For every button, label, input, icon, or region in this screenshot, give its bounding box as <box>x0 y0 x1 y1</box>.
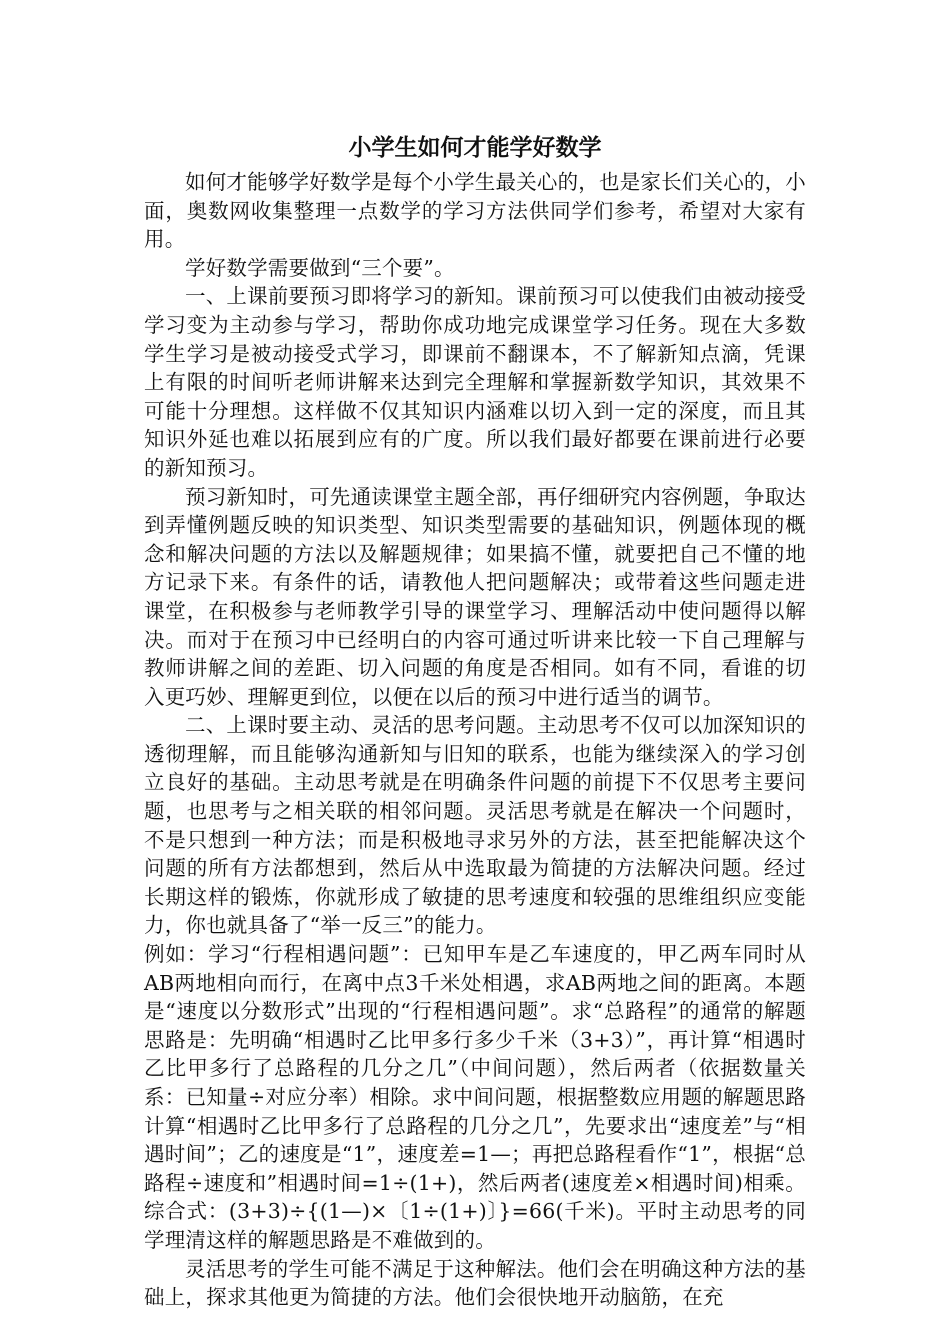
paragraph: 学好数学需要做到“三个要”。 <box>185 255 455 280</box>
paragraph: 如何才能够学好数学是每个小学生最关心的，也是家长们关心的，小面，奥数网收集整理一点数学的学习方法供同学们参考，希望对大家有用。 <box>144 170 806 252</box>
paragraph: 一、上课前要预习即将学习的新知。课前预习可以使我们由被动接受学习变为主动参与学习，帮助你成功地完成课堂学习任务。现在大多数学生学习是被动接受式学习，即课前不翻课本，不了解新知点滴，凭课上有限的时间听老师讲解来达到完全理解和掌握新数学知识，其效果不可能十分理想。这样做不仅其知识内涵难以切入到一定的深度，而且其知识外延也难以拓展到应有的广度。所以我们最好都要在课前进行必要的新知预习。 <box>144 284 806 480</box>
paragraph: 例如：学习“行程相遇问题”：已知甲车是乙车速度的，甲乙两车同时从AB两地相向而行，在离中点3千米处相遇，求AB两地之间的距离。本题是“速度以分数形式”出现的“行程相遇问题”。求“总路程”的通常的解题思路是：先明确“相遇时乙比甲多行多少千米（3+3）”，再计算“相遇时乙比甲多行了总路程的几分之几”（中间问题），然后两者（依据数量关系：已知量÷对应分率）相除。求中间问题，根据整数应用题的解题思路计算“相遇时乙比甲多行了总路程的几分之几”，先要求出“速度差”与“相遇时间”；乙的速度是“1”，速度差=1—；再把总路程看作“1”，根据“总路程÷速度和”相遇时间=1÷(1+)，然后两者(速度差×相遇时间)相乘。综合式：(3+3)÷{(1—)×〔1÷(1+)〕}=66(千米)。平时主动思考的同学理清这样的解题思路是不难做到的。 <box>144 942 806 1252</box>
document-title: 小学生如何才能学好数学 <box>348 135 602 161</box>
paragraph: 灵活思考的学生可能不满足于这种解法。他们会在明确这种方法的基础上，探求其他更为简捷的方法。他们会很快地开动脑筋，在充 <box>144 1256 806 1310</box>
paragraph: 预习新知时，可先通读课堂主题全部，再仔细研究内容例题，争取达到弄懂例题反映的知识类型、知识类型需要的基础知识，例题体现的概念和解决问题的方法以及解题规律；如果搞不懂，就要把自己不懂的地方记录下来。有条件的话，请教他人把问题解决；或带着这些问题走进课堂，在积极参与老师教学引导的课堂学习、理解活动中使问题得以解决。而对于在预习中已经明白的内容可通过听讲来比较一下自己理解与教师讲解之间的差距、切入问题的角度是否相同。如有不同，看谁的切入更巧妙、理解更到位，以便在以后的预习中进行适当的调节。 <box>144 484 806 709</box>
document-page <box>144 130 806 1312</box>
document-body <box>144 168 806 1312</box>
paragraph: 二、上课时要主动、灵活的思考问题。主动思考不仅可以加深知识的透彻理解，而且能够沟通新知与旧知的联系，也能为继续深入的学习创立良好的基础。主动思考就是在明确条件问题的前提下不仅思考主要问题，也思考与之相关联的相邻问题。灵活思考就是在解决一个问题时，不是只想到一种方法；而是积极地寻求另外的方法，甚至把能解决这个问题的所有方法都想到，然后从中选取最为简捷的方法解决问题。经过长期这样的锻炼，你就形成了敏捷的思考速度和较强的思维组织应变能力，你也就具备了“举一反三”的能力。 <box>144 713 806 938</box>
